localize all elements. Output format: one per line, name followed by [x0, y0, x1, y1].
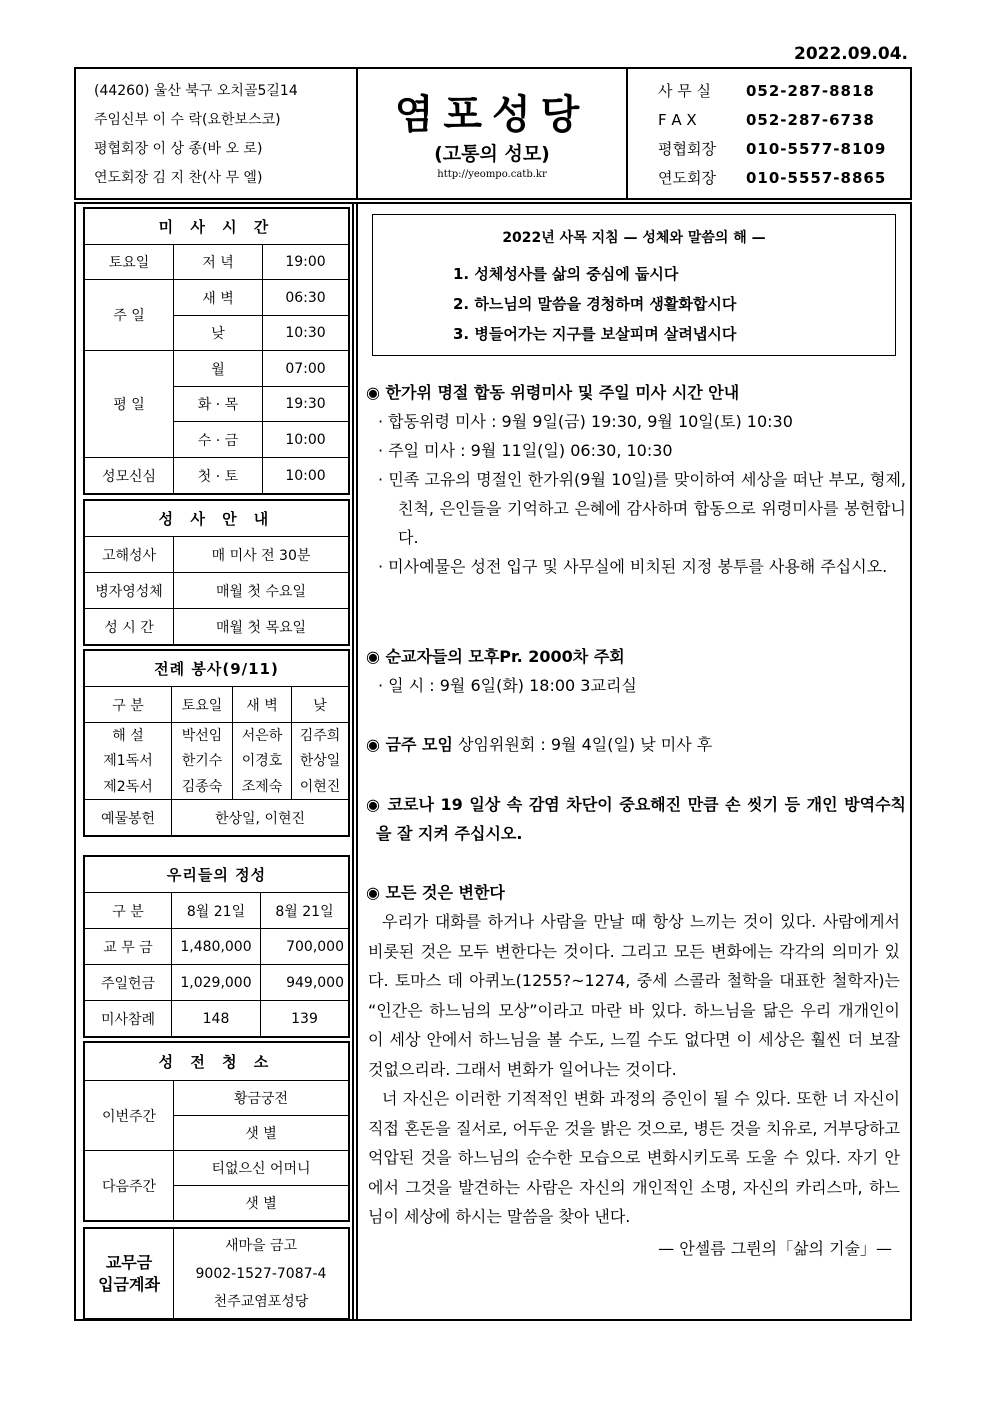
- parish-name: 염포성당: [394, 92, 590, 138]
- contact-office: 사 무 실 052-287-8818: [658, 82, 875, 100]
- account-label: 교무금 입금계좌: [85, 1229, 174, 1319]
- mass-times-table: 미 사 시 간 토요일 저 녁 19:00 주 일 새 벽 06:30 낮 10:30 평 일 월 07:00 화 · 목 19:30 수 · 금 10:00 성모신심 첫 · 토 10:00: [84, 208, 349, 494]
- parish-patron: (고통의 성모): [434, 143, 550, 165]
- notice-bullet: · 합동위령 미사 : 9월 9일(금) 19:30, 9월 10일(토) 10:30: [378, 412, 793, 431]
- council-president: 평협회장 이 상 종(바 오 로): [94, 141, 263, 157]
- notice-title: ◉ 코로나 19 일상 속 감염 차단이 중요해진 만큼 손 씻기 등 개인 방역수칙을 잘 지켜 주십시오.: [366, 795, 906, 843]
- bulletin-date: 2022.09.04.: [793, 44, 908, 64]
- essay-source: — 안셀름 그륀의「삶의 기술」—: [658, 1238, 892, 1258]
- sacraments-title: 성 사 안 내: [85, 501, 349, 537]
- essay-title: ◉ 모든 것은 변한다: [366, 883, 505, 902]
- notice-text: 상임위원회 : 9월 4일(일) 낮 미사 후: [452, 735, 713, 754]
- theme-item: 1. 성체성사를 삶의 중심에 둡시다: [453, 265, 679, 283]
- notice-bullet: · 일 시 : 9월 6일(화) 18:00 3교리실: [378, 676, 637, 695]
- essay-paragraph: 너 자신은 이러한 기적적인 변화 과정의 증인이 될 수 있다. 또한 너 자신이 직접 혼돈을 질서로, 어두운 것을 밝은 것으로, 병든 것을 치유로, 거부당하고 억압된 것을 하느님의 순수한 모습으로 변화시키도록 도울 수 있다. 자기 안에서 그것을 발견하는 사람은 자신의 개인적인 소명, 자신의 카리스마, 하느님이 세상에 하시는 말씀을 찾아 낸다.: [368, 1089, 900, 1226]
- theme-item: 3. 병들어가는 지구를 보살피며 살려냅시다: [453, 325, 737, 343]
- notice-legion: [366, 642, 906, 700]
- account-table: [84, 1228, 349, 1319]
- address: (44260) 울산 북구 오치골5길14: [94, 83, 298, 99]
- notice-title: ◉ 한가위 명절 합동 위령미사 및 주일 미사 시간 안내: [366, 383, 740, 402]
- notice-chuseok: [366, 378, 906, 581]
- essay-body: [368, 907, 900, 1263]
- parish-title-block: [356, 69, 628, 198]
- contact-council: 평협회장 010-5577-8109: [658, 140, 887, 158]
- sacraments-table: 성 사 안 내 고해성사 매 미사 전 30분 병자영성체 매월 첫 수요일 성 시 간 매월 첫 목요일: [84, 500, 349, 645]
- contact-prayer: 연도회장 010-5557-8865: [658, 169, 887, 187]
- cleaning-table: 성 전 청 소 이번주간 황금궁전 샛 별 다음주간 티없으신 어머니 샛 별: [84, 1042, 349, 1221]
- essay-paragraph: 우리가 대화를 하거나 사람을 만날 때 항상 느끼는 것이 있다. 사람에게서 비롯된 것은 모두 변한다는 것이다. 그리고 모든 변화에는 각각의 의미가 있다. 토마스 데 아퀴노(1255?~1274, 중세 스콜라 철학을 대표한 철학자)는 “인간은 하느님의 모상”이라고 마란 바 있다. 하느님을 닮은 우리 개개인이 이 세상 안에서 하느님을 볼 수도, 느낄 수도 없다면 이 세상은 훨씬 더 보잘것없으리라. 그래서 변화가 일어나는 것이다.: [368, 912, 900, 1079]
- contact-fax: F A X 052-287-6738: [658, 111, 875, 129]
- notice-title: ◉ 순교자들의 모후Pr. 2000차 주회: [366, 647, 625, 666]
- cleaning-title: 성 전 청 소: [85, 1043, 349, 1081]
- notice-bullet: · 주일 미사 : 9월 11일(일) 06:30, 10:30: [378, 441, 673, 460]
- contact-info: [632, 69, 910, 198]
- liturgy-service-table: 전례 봉사(9/11) 구 분 토요일 새 벽 낮 해 설 박선임 서은하 김주희 제1독서 한기수 이경호 한상일 제2독서 김종숙 조제숙 이현진 예물봉헌 한상일, 이현진: [84, 650, 349, 836]
- essay-title-block: [366, 878, 906, 907]
- liturgy-title: 전례 봉사(9/11): [85, 651, 349, 687]
- mass-times-title: 미 사 시 간: [85, 209, 349, 245]
- bulletin-header: [74, 67, 912, 200]
- notice-bullet: · 미사예물은 성전 입구 및 사무실에 비치된 지정 봉투를 사용해 주십시오.: [378, 557, 888, 576]
- pastoral-theme-title: 2022년 사목 지침 — 성체와 말씀의 해 —: [502, 230, 766, 246]
- offerings-title: 우리들의 정성: [85, 857, 349, 893]
- parish-url[interactable]: http://yeompo.catb.kr: [437, 169, 547, 180]
- notice-covid: [366, 790, 906, 848]
- column-divider: [352, 204, 358, 1319]
- notice-meetings: [366, 730, 906, 759]
- bulletin-body: [74, 202, 912, 1321]
- theme-item: 2. 하느님의 말씀을 경청하며 생활화합시다: [453, 295, 737, 313]
- pastoral-theme-box: [372, 214, 896, 356]
- parish-info: [76, 69, 356, 198]
- prayer-president: 연도회장 김 지 찬(사 무 엘): [94, 170, 263, 186]
- offerings-table: 우리들의 정성 구 분 8월 21일 8월 21일 교 무 금 1,480,000 700,000 주일헌금 1,029,000 949,000 미사참례 148 139: [84, 856, 349, 1037]
- pastor: 주임신부 이 수 락(요한보스코): [94, 112, 281, 128]
- account-details: 새마을 금고 9002-1527-7087-4 천주교염포성당: [174, 1229, 349, 1319]
- notice-title: ◉ 금주 모임: [366, 735, 453, 754]
- notice-bullet: · 민족 고유의 명절인 한가위(9월 10일)를 맞이하여 세상을 떠난 부모, 형제, 친척, 은인들을 기억하고 은혜에 감사하며 합동으로 위령미사를 봉헌합니다.: [378, 470, 906, 547]
